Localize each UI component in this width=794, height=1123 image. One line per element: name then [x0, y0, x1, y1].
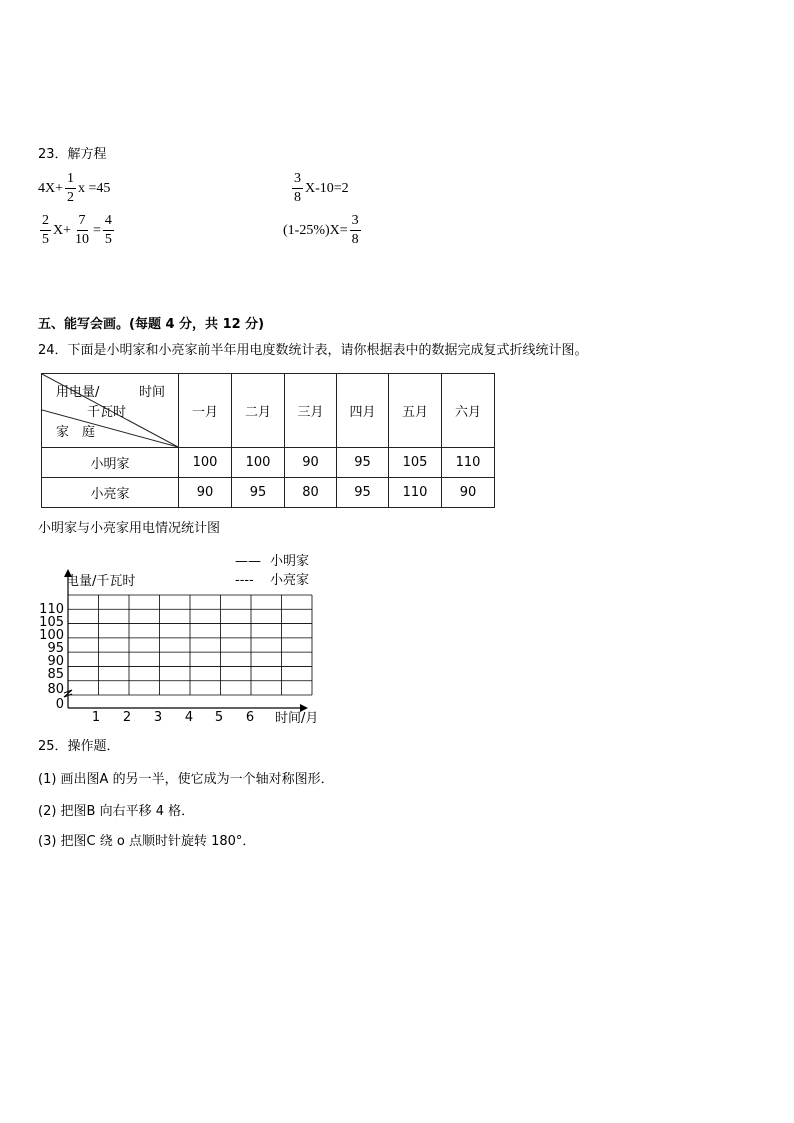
y-axis-label: 电量/千瓦时 — [66, 574, 136, 589]
equation-4 — [283, 214, 363, 247]
table-cell: 110 — [389, 478, 442, 508]
x-tick-label: 5 — [214, 710, 224, 725]
row-name: 小亮家 — [42, 478, 179, 508]
eq3-equals: = — [93, 222, 101, 238]
legend-xiaoliang: 小亮家 — [270, 573, 310, 588]
equation-1 — [38, 172, 110, 205]
x-tick-label: 6 — [245, 710, 255, 725]
legend-xiaoming: 小明家 — [270, 554, 310, 569]
equation-2 — [290, 172, 349, 205]
month-header: 一月 — [179, 374, 232, 448]
table-cell: 95 — [337, 478, 389, 508]
month-header: 四月 — [337, 374, 389, 448]
table-cell: 90 — [442, 478, 495, 508]
month-header: 五月 — [389, 374, 442, 448]
eq3-denominator-2: 10 — [75, 232, 90, 247]
x-tick-label: 2 — [122, 710, 132, 725]
eq1-numerator: 1 — [65, 172, 76, 189]
table-cell: 110 — [442, 448, 495, 478]
row-name: 小明家 — [42, 448, 179, 478]
eq3-numerator-1: 2 — [40, 214, 51, 231]
eq4-numerator: 3 — [350, 214, 361, 231]
eq3-denominator-1: 5 — [42, 232, 49, 247]
eq1-fraction — [65, 172, 76, 205]
q24-title: 24．下面是小明家和小亮家前半年用电度数统计表，请你根据表中的数据完成复式折线统计图。 — [38, 343, 588, 358]
q25-item-1: (1) 画出图A 的另一半，使它成为一个轴对称图形． — [38, 772, 334, 787]
table-cell: 95 — [232, 478, 285, 508]
usage-table — [41, 373, 495, 508]
eq1-prefix: 4X+ — [38, 180, 64, 196]
q25-item-3: (3) 把图C 绕 o 点顺时针旋转 180°． — [38, 834, 256, 849]
q23-title: 23．解方程 — [38, 147, 107, 162]
month-header: 三月 — [285, 374, 337, 448]
eq3-middle: X+ — [53, 222, 72, 238]
table-cell: 105 — [389, 448, 442, 478]
table-row — [42, 448, 495, 478]
legend-dashed-symbol: ---- — [235, 573, 254, 588]
eq3-numerator-3: 4 — [103, 214, 114, 231]
table-cell: 100 — [179, 448, 232, 478]
table-cell: 90 — [285, 448, 337, 478]
section-5-title: 五、能写会画。(每题 4 分，共 12 分) — [38, 317, 265, 332]
eq2-suffix: X-10=2 — [305, 180, 349, 196]
y-tick-label: 100 — [39, 628, 64, 643]
eq1-suffix: x =45 — [78, 180, 111, 196]
header-usage-label: 用电量/ — [56, 385, 100, 400]
eq3-fraction-3 — [103, 214, 114, 247]
y-tick-label: 90 — [47, 654, 64, 669]
q25-item-2: (2) 把图B 向右平移 4 格． — [38, 804, 195, 819]
header-family-label: 家 庭 — [56, 425, 96, 440]
y-tick-label: 0 — [55, 697, 64, 712]
table-row — [42, 478, 495, 508]
y-tick-label: 95 — [47, 641, 64, 656]
table-cell: 100 — [232, 448, 285, 478]
q25-title: 25．操作题． — [38, 739, 120, 754]
table-cell: 90 — [179, 478, 232, 508]
eq4-denominator: 8 — [351, 232, 359, 247]
x-tick-label: 1 — [91, 710, 101, 725]
eq2-numerator: 3 — [292, 172, 303, 189]
equation-3 — [38, 214, 116, 247]
eq1-denominator: 2 — [67, 190, 75, 205]
header-time-label: 时间 — [139, 385, 166, 400]
table-cell: 80 — [285, 478, 337, 508]
header-unit-label: 千瓦时 — [87, 405, 127, 420]
blank-line-chart — [30, 545, 350, 730]
x-tick-label: 4 — [184, 710, 194, 725]
eq3-fraction-2 — [73, 214, 91, 247]
y-tick-label: 105 — [39, 615, 64, 630]
table-header-diagonal-cell — [42, 374, 179, 448]
x-tick-label: 3 — [153, 710, 163, 725]
eq4-fraction — [350, 214, 361, 247]
legend-solid-symbol: —— — [235, 554, 261, 569]
eq3-fraction-1 — [40, 214, 51, 247]
eq2-fraction — [292, 172, 303, 205]
chart-title: 小明家与小亮家用电情况统计图 — [38, 521, 221, 536]
chart-grid — [68, 595, 312, 695]
month-header: 六月 — [442, 374, 495, 448]
y-tick-label: 110 — [39, 602, 64, 617]
eq3-numerator-2: 7 — [77, 214, 88, 231]
table-cell: 95 — [337, 448, 389, 478]
month-header: 二月 — [232, 374, 285, 448]
eq4-prefix: (1-25%)X= — [283, 222, 348, 238]
eq2-denominator: 8 — [294, 190, 301, 205]
eq3-denominator-3: 5 — [104, 232, 112, 247]
x-axis-label: 时间/月 — [275, 711, 319, 726]
y-tick-label: 85 — [47, 667, 64, 682]
y-tick-label: 80 — [47, 682, 64, 697]
